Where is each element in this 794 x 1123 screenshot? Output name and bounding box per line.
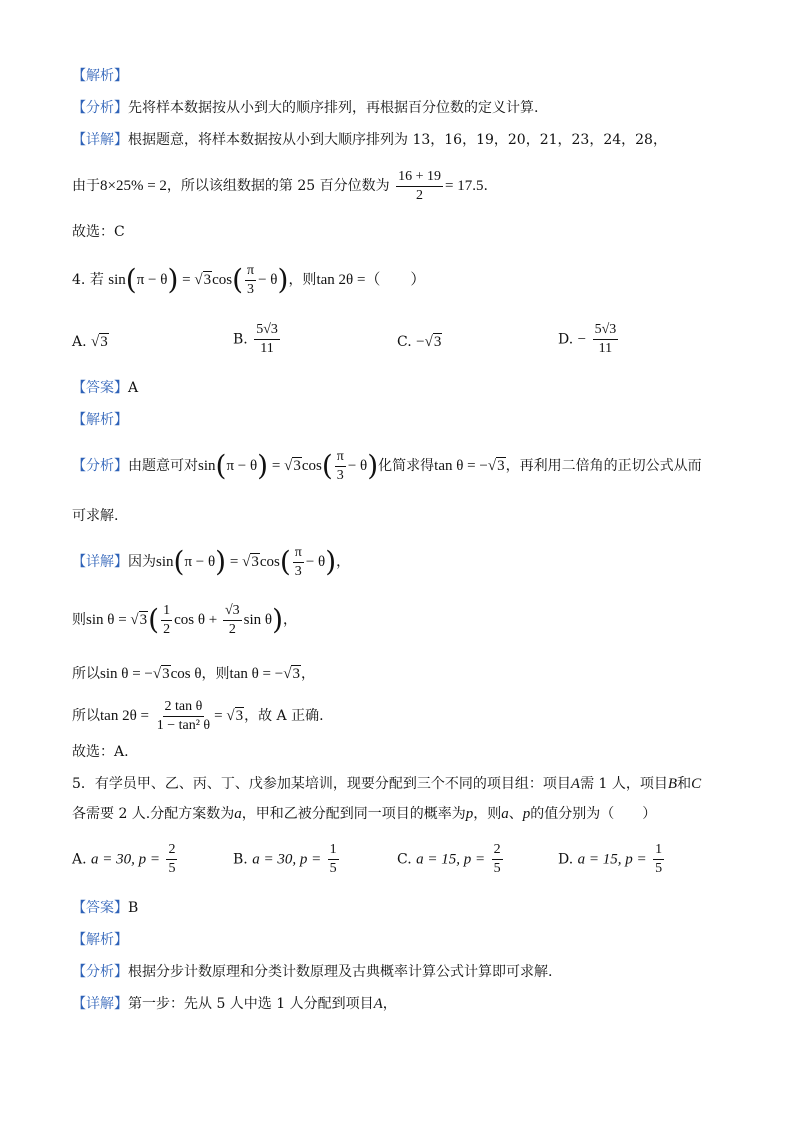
q5-option-c: C. a = 15, p = $\frac{2}{5}$ bbox=[397, 842, 501, 876]
q4-choice: 故选：A. bbox=[72, 744, 129, 760]
q4-answer: 【答案】A bbox=[72, 380, 139, 396]
q4-step4: 所以tan 2θ = $\frac{\text{2 tan θ}}{\text{1 − tan² θ}}$ = √3，故 A 正确. bbox=[72, 698, 324, 733]
q5-option-a: A. a = 30, p = $\frac{2}{5}$ bbox=[72, 842, 176, 876]
q4-analysis: 【分析】由题意可对sin(π − θ) = √3cos( $\frac{\pi}{3}$ − θ)化简求得tan θ = −√3，再利用二倍角的正切公式从而 bbox=[72, 448, 702, 483]
q3-percentile-step: 由于8×25% = 2，所以该组数据的第 25 百分位数为 $\frac{16 + 19}{2}$ = 17.5. bbox=[72, 168, 488, 203]
q4-analysis-cont: 可求解. bbox=[72, 508, 119, 524]
fraction: $\frac{16 + 19}{2}$ bbox=[398, 168, 441, 203]
q4-option-d: D. − $\frac{5√3}{11}$ bbox=[558, 322, 617, 356]
q4-detail: 【详解】因为sin(π − θ) = √3cos( $\frac{\pi}{3}$ − θ)， bbox=[72, 544, 351, 579]
q4-option-c: C. −√3 bbox=[397, 334, 442, 350]
q5-option-b: B. a = 30, p = $\frac{1}{5}$ bbox=[233, 842, 337, 876]
q5-option-d: D. a = 15, p = $\frac{1}{5}$ bbox=[558, 842, 663, 876]
q5-answer: 【答案】B bbox=[72, 900, 139, 916]
q5-stem-line2: 各需要 2 人.分配方案数为a，甲和乙被分配到同一项目的概率为p，则a、p的值分别为（ ） bbox=[72, 806, 657, 822]
q5-detail: 【详解】第一步：先从 5 人中选 1 人分配到项目A， bbox=[72, 996, 397, 1012]
jiexi-tag: 【解析】 bbox=[72, 68, 128, 84]
q4-jiexi-tag: 【解析】 bbox=[72, 412, 128, 428]
q5-stem-line1: 5．有学员甲、乙、丙、丁、戊参加某培训，现要分配到三个不同的项目组：项目A需 1 人，项目B和C bbox=[72, 776, 702, 792]
q3-choice: 故选：C bbox=[72, 224, 125, 240]
q4-step3: 所以sin θ = −√3cos θ，则tan θ = −√3， bbox=[72, 666, 315, 682]
q5-analysis: 【分析】根据分步计数原理和分类计数原理及古典概率计算公式计算即可求解. bbox=[72, 964, 553, 980]
q4-step2: 则sin θ = √3( $\frac{1}{2}$ cos θ + $\frac{√3}{2}$ sin θ)， bbox=[72, 602, 298, 637]
q4-stem: 4. 若 sin(π − θ) = √3cos( $\frac{\pi}{3}$ − θ)，则tan 2θ =（ ） bbox=[72, 262, 426, 297]
q3-analysis: 【分析】先将样本数据按从小到大的顺序排列，再根据百分位数的定义计算. bbox=[72, 100, 539, 116]
q4-option-b: B. $\frac{5√3}{11}$ bbox=[233, 322, 278, 356]
q5-jiexi-tag: 【解析】 bbox=[72, 932, 128, 948]
q4-option-a: A. √3 bbox=[72, 334, 108, 350]
q3-detail: 【详解】根据题意，将样本数据按从小到大顺序排列为 13，16，19，20，21，23，24，28， bbox=[72, 132, 667, 148]
